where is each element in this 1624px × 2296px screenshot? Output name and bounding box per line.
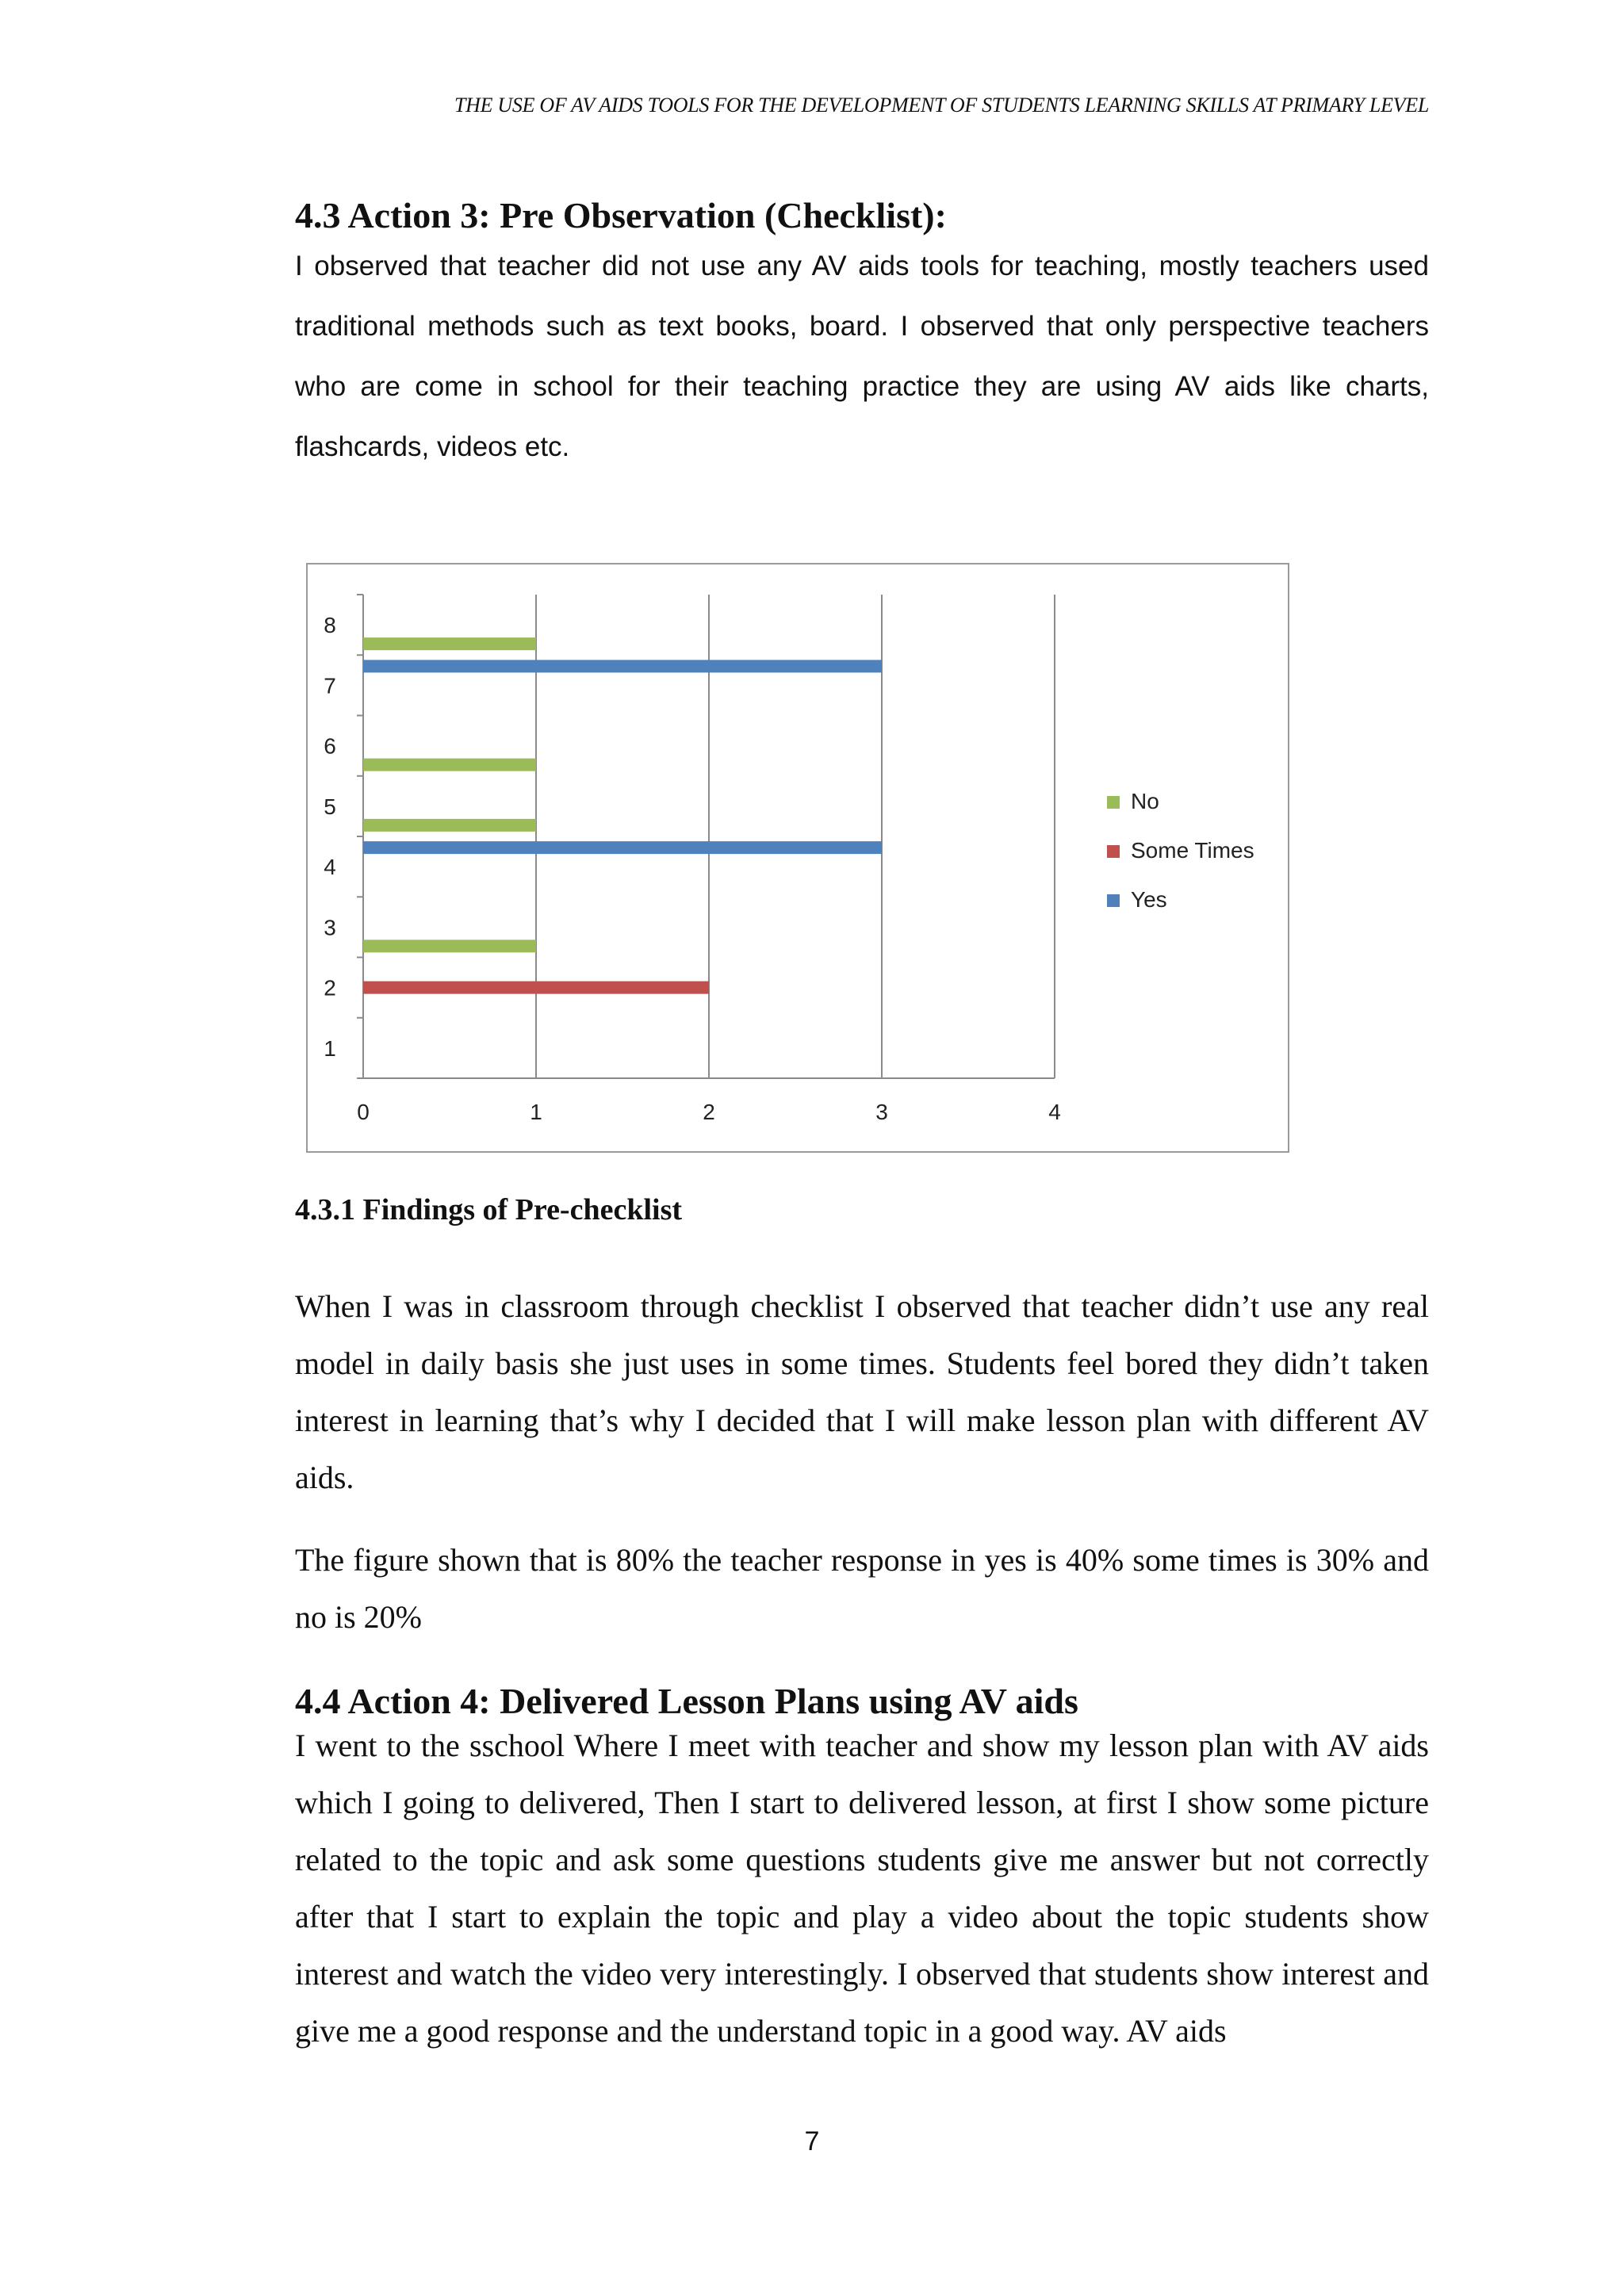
- chart-svg: [306, 563, 1289, 1153]
- y-tick-label: 3: [324, 915, 336, 940]
- legend-label: No: [1131, 789, 1159, 813]
- legend-label: Yes: [1131, 887, 1167, 912]
- y-tick-label: 8: [324, 613, 336, 638]
- y-tick-label: 5: [324, 794, 336, 819]
- running-header: THE USE OF AV AIDS TOOLS FOR THE DEVELOPMENT OF STUDENTS LEARNING SKILLS AT PRIMARY LEVEL: [454, 94, 1429, 117]
- legend-swatch: [1107, 845, 1120, 858]
- bar-yes-7: [363, 660, 882, 672]
- x-tick-label: 0: [357, 1100, 370, 1124]
- findings-paragraph-2: The figure shown that is 80% the teacher response in yes is 40% some times is 30% and no is 20%: [295, 1542, 1429, 1635]
- section-heading-4-3: 4.3 Action 3: Pre Observation (Checklist):: [295, 195, 947, 235]
- bar-no-3: [363, 939, 536, 952]
- section-4-3-paragraph: I observed that teacher did not use any AV aids tools for teaching, mostly teachers used traditional methods such as text books, board. I observed that only perspective teachers who are come in school for their teaching practice they are using AV aids like charts, flashcards, videos etc.: [295, 251, 1429, 462]
- bar-no-8: [363, 637, 536, 650]
- section-4-4-paragraph: I went to the sschool Where I meet with teacher and show my lesson plan with AV aids which I going to delivered, Then I start to delivered lesson, at first I show some picture related to the topic and ask some questions students give me answer but not correctly after that I start to explain the topic and play a video about the topic students show interest and watch the video very interestingly. I observed that students show interest and give me a good response and the understand topic in a good way. AV aids: [295, 1728, 1429, 2049]
- y-tick-label: 4: [324, 855, 336, 880]
- page-number: 7: [804, 2126, 820, 2156]
- bar-yes-4: [363, 841, 882, 854]
- findings-heading: 4.3.1 Findings of Pre-checklist: [295, 1193, 683, 1226]
- findings-paragraph-1: When I was in classroom through checklist I observed that teacher didn’t use any real model in daily basis she just uses in some times. Students feel bored they didn’t taken interest in learning that’s why I decided that I will make lesson plan with different AV aids.: [295, 1288, 1429, 1495]
- x-tick-label: 2: [703, 1100, 715, 1124]
- bar-no-6: [363, 759, 536, 771]
- legend-label: Some Times: [1131, 838, 1254, 863]
- x-tick-label: 3: [875, 1100, 888, 1124]
- y-tick-label: 6: [324, 733, 336, 759]
- y-tick-label: 2: [324, 975, 336, 1001]
- bar-some-times-2: [363, 982, 709, 994]
- x-tick-label: 1: [530, 1100, 542, 1124]
- bar-no-5: [363, 819, 536, 832]
- checklist-bar-chart: [306, 563, 1289, 1153]
- legend-swatch: [1107, 796, 1120, 809]
- x-tick-label: 4: [1048, 1100, 1061, 1124]
- y-tick-label: 1: [324, 1035, 336, 1061]
- y-tick-label: 7: [324, 673, 336, 698]
- legend-swatch: [1107, 894, 1120, 907]
- section-heading-4-4: 4.4 Action 4: Delivered Lesson Plans using AV aids: [295, 1681, 1078, 1721]
